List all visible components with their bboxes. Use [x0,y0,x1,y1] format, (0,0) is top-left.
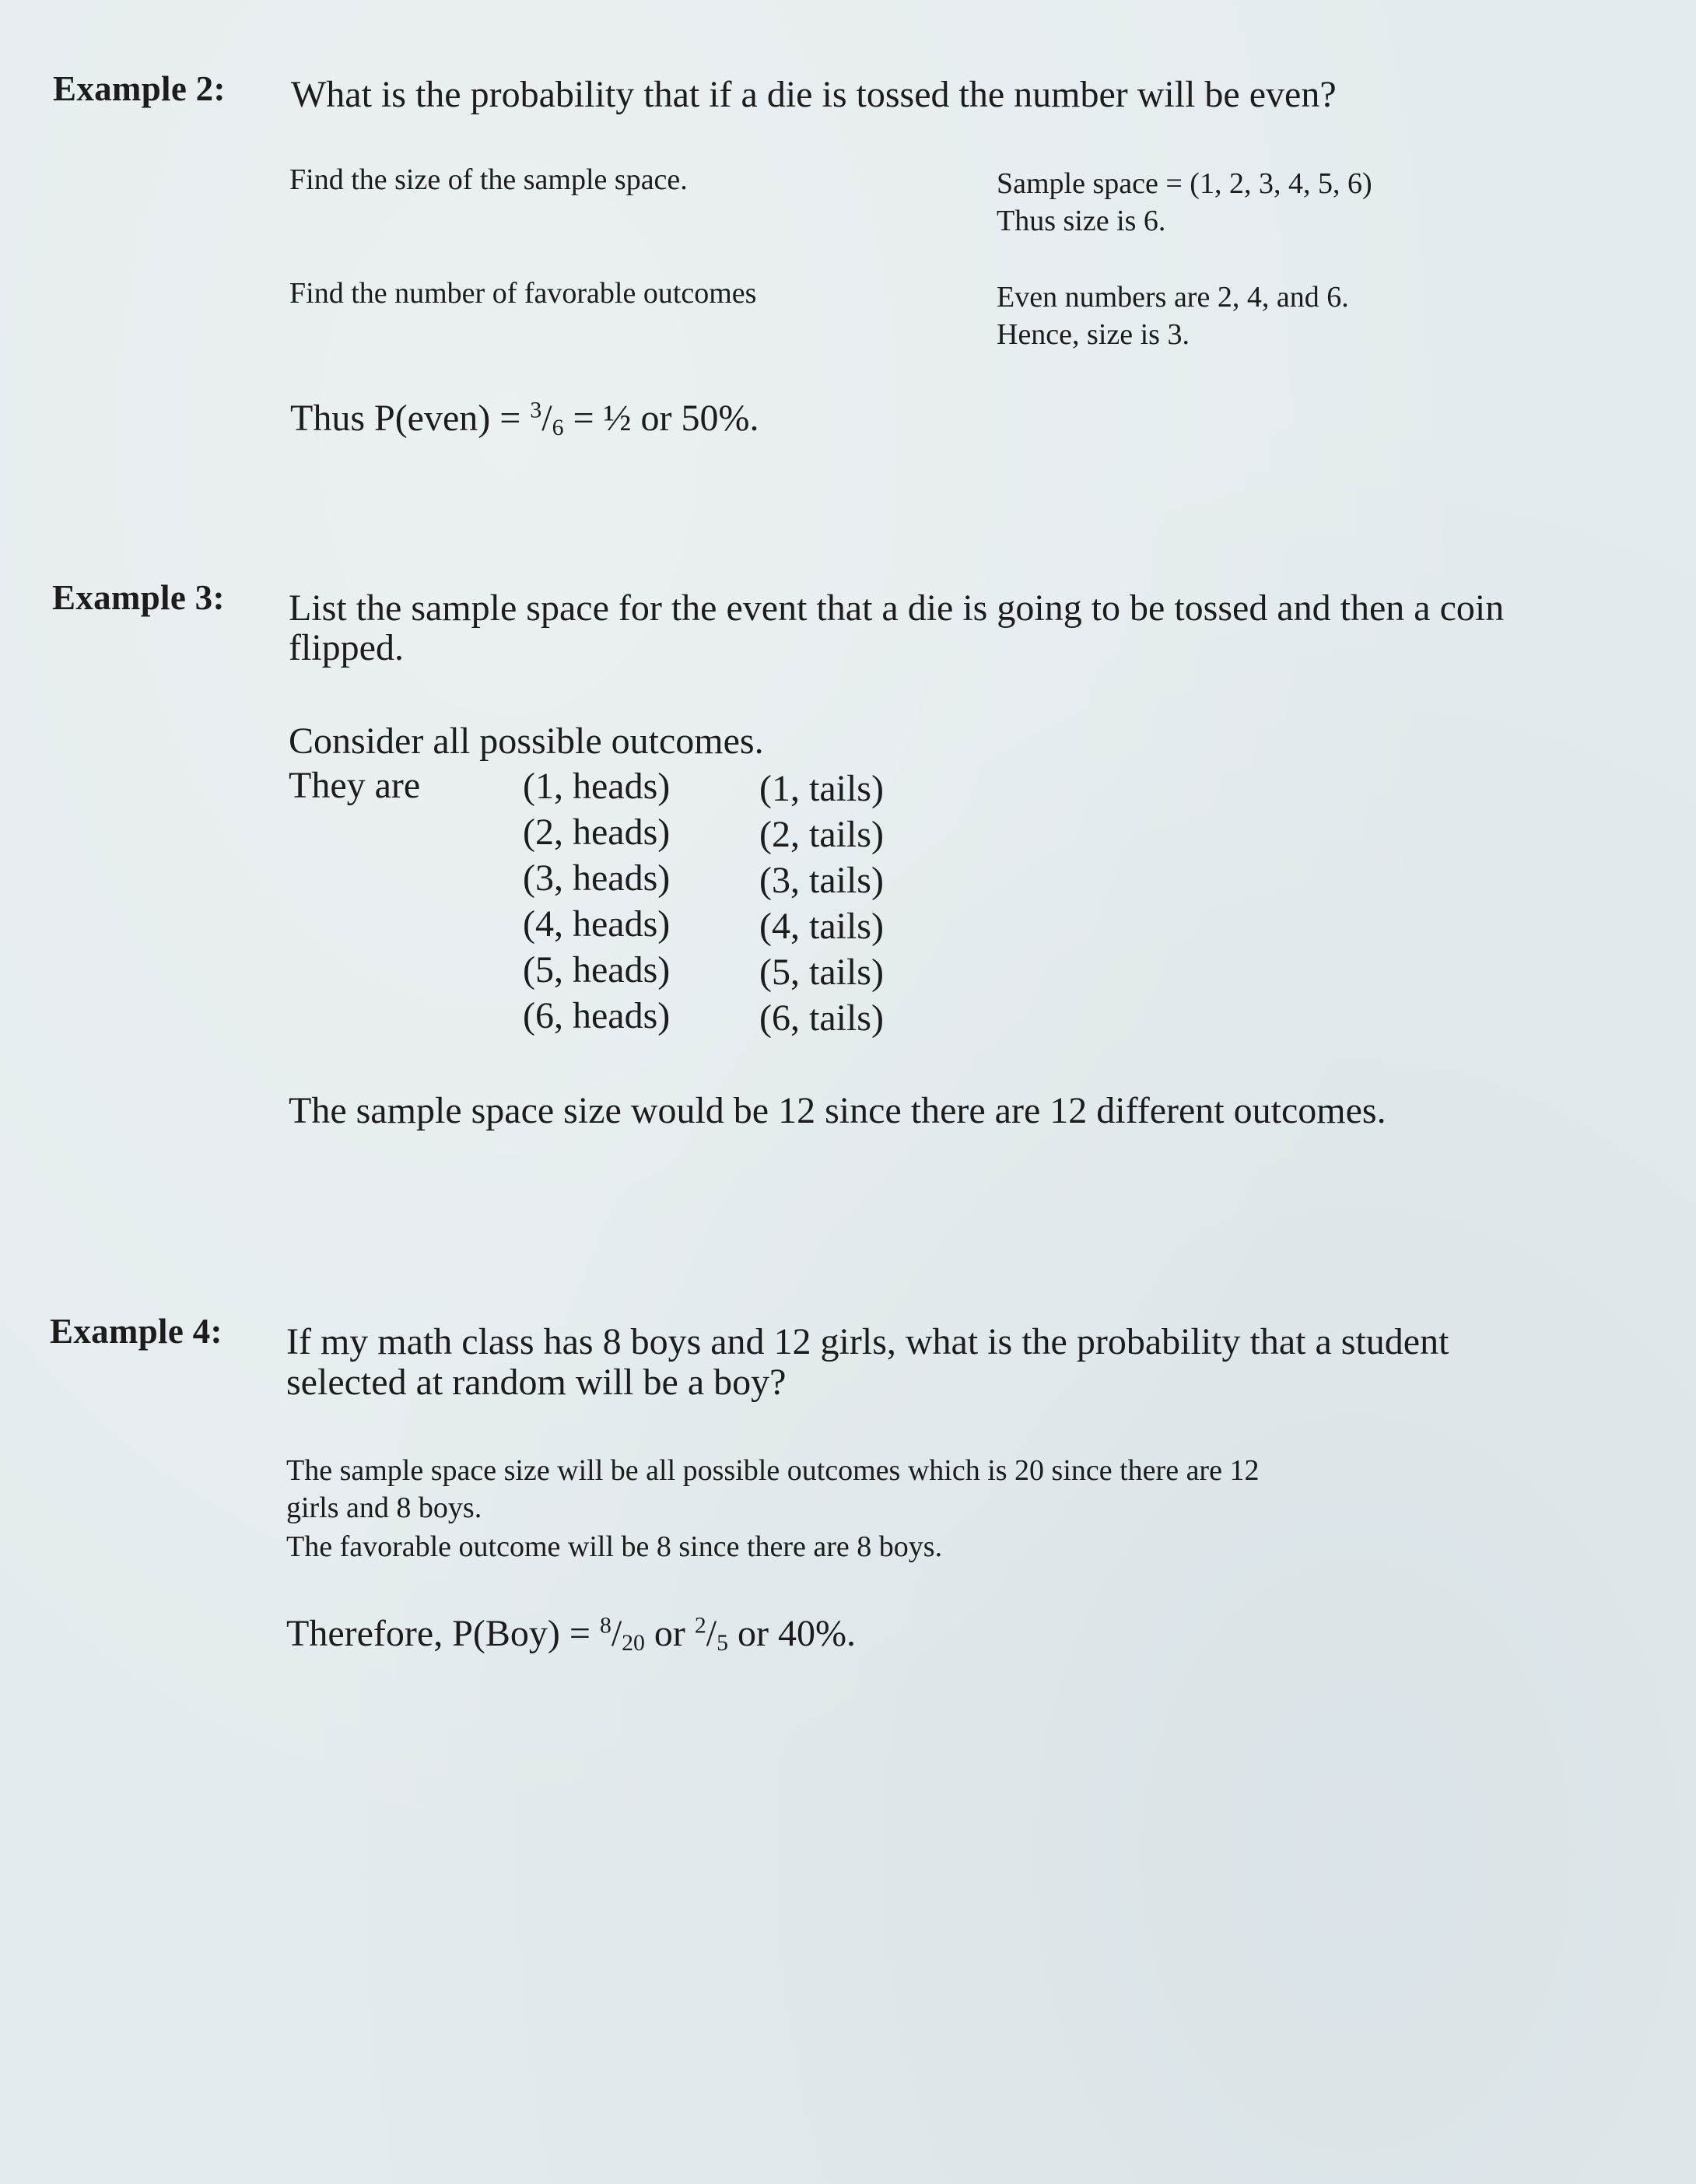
example-4-explanation-line-3: The favorable outcome will be 8 since there are 8 boys. [286,1530,943,1563]
example-2-result-suffix: = ½ or 50%. [563,398,759,439]
example-4-fraction-2-denominator: 5 [717,1629,728,1656]
outcome-tails-5: (5, tails) [759,952,884,993]
example-4-result-mid: or [644,1613,695,1654]
example-2-answer-1-line-1: Sample space = (1, 2, 3, 4, 5, 6) [997,167,1372,200]
outcome-tails-3: (3, tails) [759,860,884,901]
example-3-conclusion: The sample space size would be 12 since there are 12 different outcomes. [289,1090,1386,1131]
outcome-heads-3: (3, heads) [523,857,671,899]
example-4-explanation-line-2: girls and 8 boys. [286,1492,482,1524]
outcome-heads-6: (6, heads) [523,995,671,1036]
outcome-heads-2: (2, heads) [523,812,671,853]
example-4-result: Therefore, $P(Boy) = ^8/_{20}$ or $^2/_5$ or 40%. [286,1612,856,1656]
example-3-question-line-2: flipped. [289,627,404,668]
example-2-fraction-denominator: 6 [552,414,564,440]
example-4-fraction-1-numerator: 8 [599,1612,611,1639]
outcome-heads-1: (1, heads) [523,766,671,807]
example-4-fraction-2-numerator: 2 [694,1612,706,1639]
example-2-result-prefix: Thus P(even) = [290,398,531,439]
example-2-label: Example 2: [53,69,226,108]
outcome-tails-1: (1, tails) [759,768,884,809]
example-3-label: Example 3: [52,578,225,617]
example-2-step-1: Find the size of the sample space. [289,163,688,196]
example-3-they-are: They are [289,765,421,806]
example-4-label: Example 4: [50,1312,223,1351]
example-4-question-line-2: selected at random will be a boy? [286,1362,787,1403]
example-2-fraction-numerator: 3 [530,397,542,423]
example-4-result-suffix: or 40%. [727,1613,856,1654]
example-4-question-line-1: If my math class has 8 boys and 12 girls, what is the probability that a student [286,1321,1449,1362]
example-2-question: What is the probability that if a die is tossed the number will be even? [291,74,1337,115]
outcome-tails-2: (2, tails) [759,814,884,855]
example-3-consider: Consider all possible outcomes. [289,720,764,762]
outcome-heads-4: (4, heads) [523,903,671,945]
example-3-question-line-1: List the sample space for the event that a die is going to be tossed and then a coin [289,587,1505,629]
example-2-result: Thus P(even) = $^3/_6$ = ½ or 50%. [290,397,759,440]
example-4-fraction-1-denominator: 20 [622,1629,645,1656]
outcome-tails-4: (4, tails) [759,906,884,947]
example-4-result-prefix: Therefore, P(Boy) = [286,1613,600,1654]
example-2-answer-2-line-2: Hence, size is 3. [997,318,1190,351]
example-2-answer-2-line-1: Even numbers are 2, 4, and 6. [997,281,1349,314]
example-2-answer-1-line-2: Thus size is 6. [997,205,1166,237]
outcome-heads-5: (5, heads) [523,949,671,990]
outcome-tails-6: (6, tails) [759,997,884,1039]
example-4-explanation-line-1: The sample space size will be all possible outcomes which is 20 since there are 12 [286,1454,1260,1487]
example-2-step-2: Find the number of favorable outcomes [289,277,757,310]
